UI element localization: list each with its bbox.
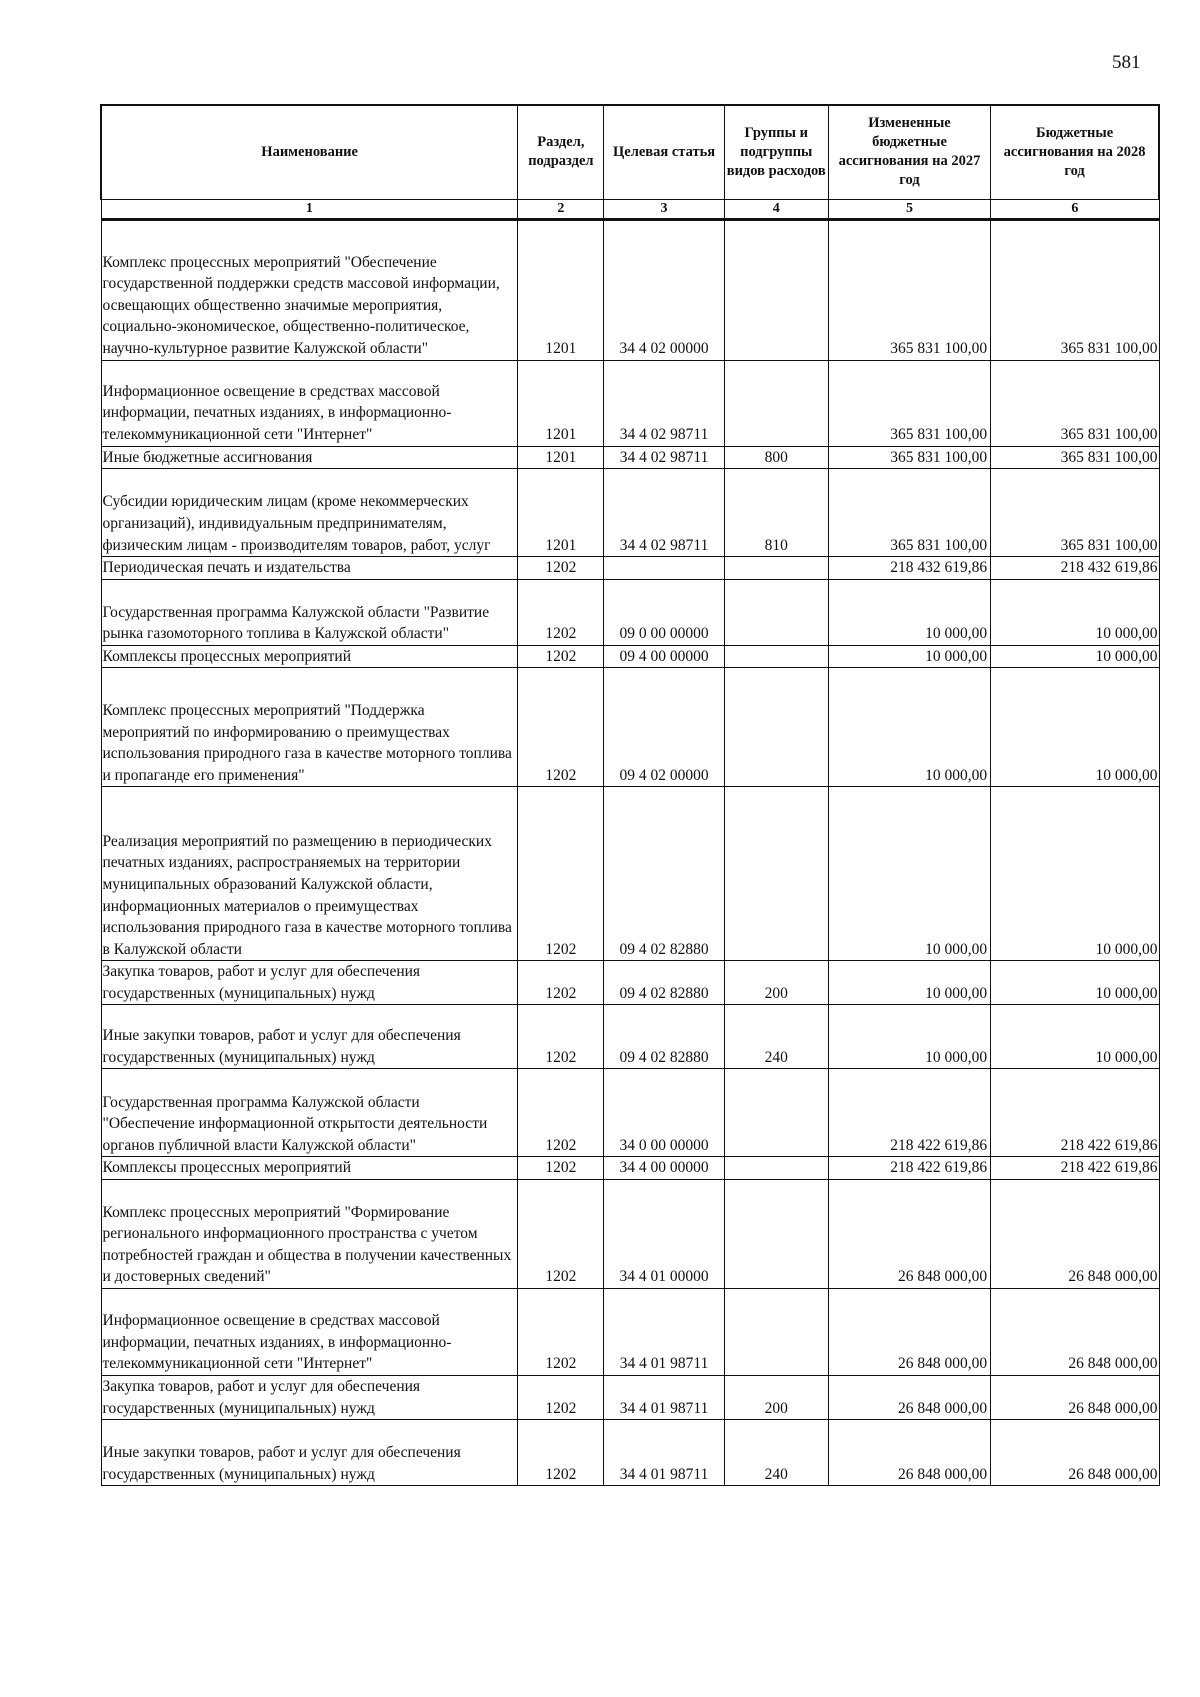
row-article: 34 4 02 98711 (604, 469, 724, 557)
row-group: 800 (724, 446, 828, 469)
row-name: Субсидии юридическим лицам (кроме некоммерческих организаций), индивидуальным предпринимателям, физическим лицам - производителям товаров, работ, услуг (101, 469, 518, 557)
table-row (101, 360, 1159, 446)
header-name: Наименование (101, 105, 518, 199)
row-amount-2027: 26 848 000,00 (828, 1420, 990, 1486)
row-section: 1202 (518, 1069, 604, 1157)
row-section: 1202 (518, 1180, 604, 1289)
table-row (101, 557, 1159, 580)
row-amount-2028: 26 848 000,00 (991, 1289, 1159, 1376)
row-section: 1201 (518, 469, 604, 557)
row-amount-2027: 218 422 619,86 (828, 1157, 990, 1180)
row-name: Информационное освещение в средствах массовой информации, печатных изданиях, в информационно-телекоммуникационной сети "Интернет" (101, 1289, 518, 1376)
row-name: Реализация мероприятий по размещению в периодических печатных изданиях, распространяемых на территории муниципальных образований Калужской области, информационных материалов о преимуществах использования природного газа в качестве моторного топлива в Калужской области (101, 787, 518, 961)
header-groups: Группы и подгруппы видов расходов (724, 105, 828, 199)
table-row (101, 469, 1159, 557)
row-amount-2028: 26 848 000,00 (991, 1180, 1159, 1289)
table-row (101, 446, 1159, 469)
row-name: Комплексы процессных мероприятий (101, 1157, 518, 1180)
row-group (724, 787, 828, 961)
row-amount-2028: 26 848 000,00 (991, 1376, 1159, 1420)
row-name: Государственная программа Калужской области "Развитие рынка газомоторного топлива в Калужской области" (101, 579, 518, 645)
row-section: 1202 (518, 579, 604, 645)
row-group (724, 557, 828, 580)
row-article: 09 4 00 00000 (604, 645, 724, 668)
row-section: 1202 (518, 1420, 604, 1486)
row-amount-2027: 10 000,00 (828, 645, 990, 668)
row-section: 1202 (518, 787, 604, 961)
table-row (101, 1069, 1159, 1157)
table-row (101, 1376, 1159, 1420)
column-number: 2 (518, 199, 604, 219)
row-amount-2028: 365 831 100,00 (991, 446, 1159, 469)
table-row (101, 645, 1159, 668)
row-name: Комплекс процессных мероприятий "Поддержка мероприятий по информированию о преимуществах использования природного газа в качестве моторного топлива и пропаганде его применения" (101, 668, 518, 787)
table-row (101, 961, 1159, 1005)
row-amount-2028: 10 000,00 (991, 579, 1159, 645)
row-section: 1202 (518, 1005, 604, 1069)
header-amount-2027: Измененные бюджетные ассигнования на 2027 год (828, 105, 990, 199)
row-amount-2027: 10 000,00 (828, 668, 990, 787)
row-section: 1202 (518, 1289, 604, 1376)
row-section: 1202 (518, 668, 604, 787)
row-amount-2028: 26 848 000,00 (991, 1420, 1159, 1486)
row-name: Иные бюджетные ассигнования (101, 446, 518, 469)
table-row (101, 787, 1159, 961)
column-number-row (101, 199, 1159, 219)
row-amount-2027: 218 422 619,86 (828, 1069, 990, 1157)
row-section: 1202 (518, 961, 604, 1005)
table-row (101, 1005, 1159, 1069)
column-number: 4 (724, 199, 828, 219)
table-row (101, 1420, 1159, 1486)
row-amount-2028: 218 432 619,86 (991, 557, 1159, 580)
row-amount-2027: 26 848 000,00 (828, 1289, 990, 1376)
row-amount-2027: 365 831 100,00 (828, 219, 990, 360)
row-amount-2027: 26 848 000,00 (828, 1180, 990, 1289)
row-article: 34 4 01 00000 (604, 1180, 724, 1289)
row-name: Информационное освещение в средствах массовой информации, печатных изданиях, в информационно-телекоммуникационной сети "Интернет" (101, 360, 518, 446)
row-group (724, 645, 828, 668)
row-amount-2028: 10 000,00 (991, 961, 1159, 1005)
row-amount-2028: 218 422 619,86 (991, 1157, 1159, 1180)
row-group (724, 668, 828, 787)
row-group (724, 360, 828, 446)
row-section: 1201 (518, 360, 604, 446)
row-article: 34 4 02 98711 (604, 360, 724, 446)
row-amount-2027: 218 432 619,86 (828, 557, 990, 580)
row-group: 240 (724, 1005, 828, 1069)
row-article: 34 4 01 98711 (604, 1420, 724, 1486)
budget-table (100, 104, 1160, 1486)
row-group: 240 (724, 1420, 828, 1486)
column-number: 6 (991, 199, 1159, 219)
row-article: 09 4 02 82880 (604, 1005, 724, 1069)
row-amount-2027: 365 831 100,00 (828, 360, 990, 446)
row-name: Комплекс процессных мероприятий "Формирование регионального информационного пространства с учетом потребностей граждан и общества в получении качественных и достоверных сведений" (101, 1180, 518, 1289)
row-name: Иные закупки товаров, работ и услуг для обеспечения государственных (муниципальных) нужд (101, 1005, 518, 1069)
row-article: 34 4 01 98711 (604, 1376, 724, 1420)
row-group: 810 (724, 469, 828, 557)
row-article: 34 4 02 98711 (604, 446, 724, 469)
column-number: 5 (828, 199, 990, 219)
row-group (724, 1180, 828, 1289)
row-amount-2027: 365 831 100,00 (828, 469, 990, 557)
row-section: 1201 (518, 219, 604, 360)
row-name: Иные закупки товаров, работ и услуг для обеспечения государственных (муниципальных) нужд (101, 1420, 518, 1486)
row-amount-2028: 10 000,00 (991, 1005, 1159, 1069)
page-number: 581 (1112, 52, 1141, 73)
row-article: 34 4 01 98711 (604, 1289, 724, 1376)
row-section: 1202 (518, 1376, 604, 1420)
table-row (101, 579, 1159, 645)
row-section: 1202 (518, 557, 604, 580)
row-name: Периодическая печать и издательства (101, 557, 518, 580)
row-name: Государственная программа Калужской области "Обеспечение информационной открытости деятельности органов публичной власти Калужской области" (101, 1069, 518, 1157)
row-amount-2027: 10 000,00 (828, 787, 990, 961)
row-article: 34 0 00 00000 (604, 1069, 724, 1157)
row-group (724, 1289, 828, 1376)
row-article: 09 4 02 00000 (604, 668, 724, 787)
row-name: Комплексы процессных мероприятий (101, 645, 518, 668)
row-section: 1202 (518, 1157, 604, 1180)
table-row (101, 1157, 1159, 1180)
table-row (101, 1180, 1159, 1289)
row-article: 09 4 02 82880 (604, 961, 724, 1005)
header-amount-2028: Бюджетные ассигнования на 2028 год (991, 105, 1159, 199)
row-amount-2028: 365 831 100,00 (991, 219, 1159, 360)
row-amount-2028: 10 000,00 (991, 645, 1159, 668)
column-number: 1 (101, 199, 518, 219)
row-amount-2027: 10 000,00 (828, 579, 990, 645)
row-article: 34 4 00 00000 (604, 1157, 724, 1180)
row-name: Закупка товаров, работ и услуг для обеспечения государственных (муниципальных) нужд (101, 1376, 518, 1420)
table-row (101, 1289, 1159, 1376)
row-amount-2028: 10 000,00 (991, 668, 1159, 787)
row-article: 09 0 00 00000 (604, 579, 724, 645)
row-amount-2027: 365 831 100,00 (828, 446, 990, 469)
row-name: Закупка товаров, работ и услуг для обеспечения государственных (муниципальных) нужд (101, 961, 518, 1005)
column-number: 3 (604, 199, 724, 219)
header-row (101, 105, 1159, 199)
row-group: 200 (724, 1376, 828, 1420)
row-amount-2027: 10 000,00 (828, 961, 990, 1005)
row-amount-2027: 26 848 000,00 (828, 1376, 990, 1420)
row-amount-2028: 10 000,00 (991, 787, 1159, 961)
row-article: 09 4 02 82880 (604, 787, 724, 961)
row-amount-2028: 218 422 619,86 (991, 1069, 1159, 1157)
row-section: 1202 (518, 645, 604, 668)
table-row (101, 668, 1159, 787)
header-section: Раздел, подраздел (518, 105, 604, 199)
row-amount-2028: 365 831 100,00 (991, 469, 1159, 557)
row-article (604, 557, 724, 580)
row-group (724, 1069, 828, 1157)
row-name: Комплекс процессных мероприятий "Обеспечение государственной поддержки средств массовой информации, освещающих общественно значимые мероприятия, социально-экономическое, общественно-политическое, научно-культурное развитие Калужской области" (101, 219, 518, 360)
row-group (724, 579, 828, 645)
header-article: Целевая статья (604, 105, 724, 199)
row-amount-2027: 10 000,00 (828, 1005, 990, 1069)
row-group (724, 1157, 828, 1180)
table-row (101, 219, 1159, 360)
row-article: 34 4 02 00000 (604, 219, 724, 360)
row-section: 1201 (518, 446, 604, 469)
row-group (724, 219, 828, 360)
row-group: 200 (724, 961, 828, 1005)
row-amount-2028: 365 831 100,00 (991, 360, 1159, 446)
